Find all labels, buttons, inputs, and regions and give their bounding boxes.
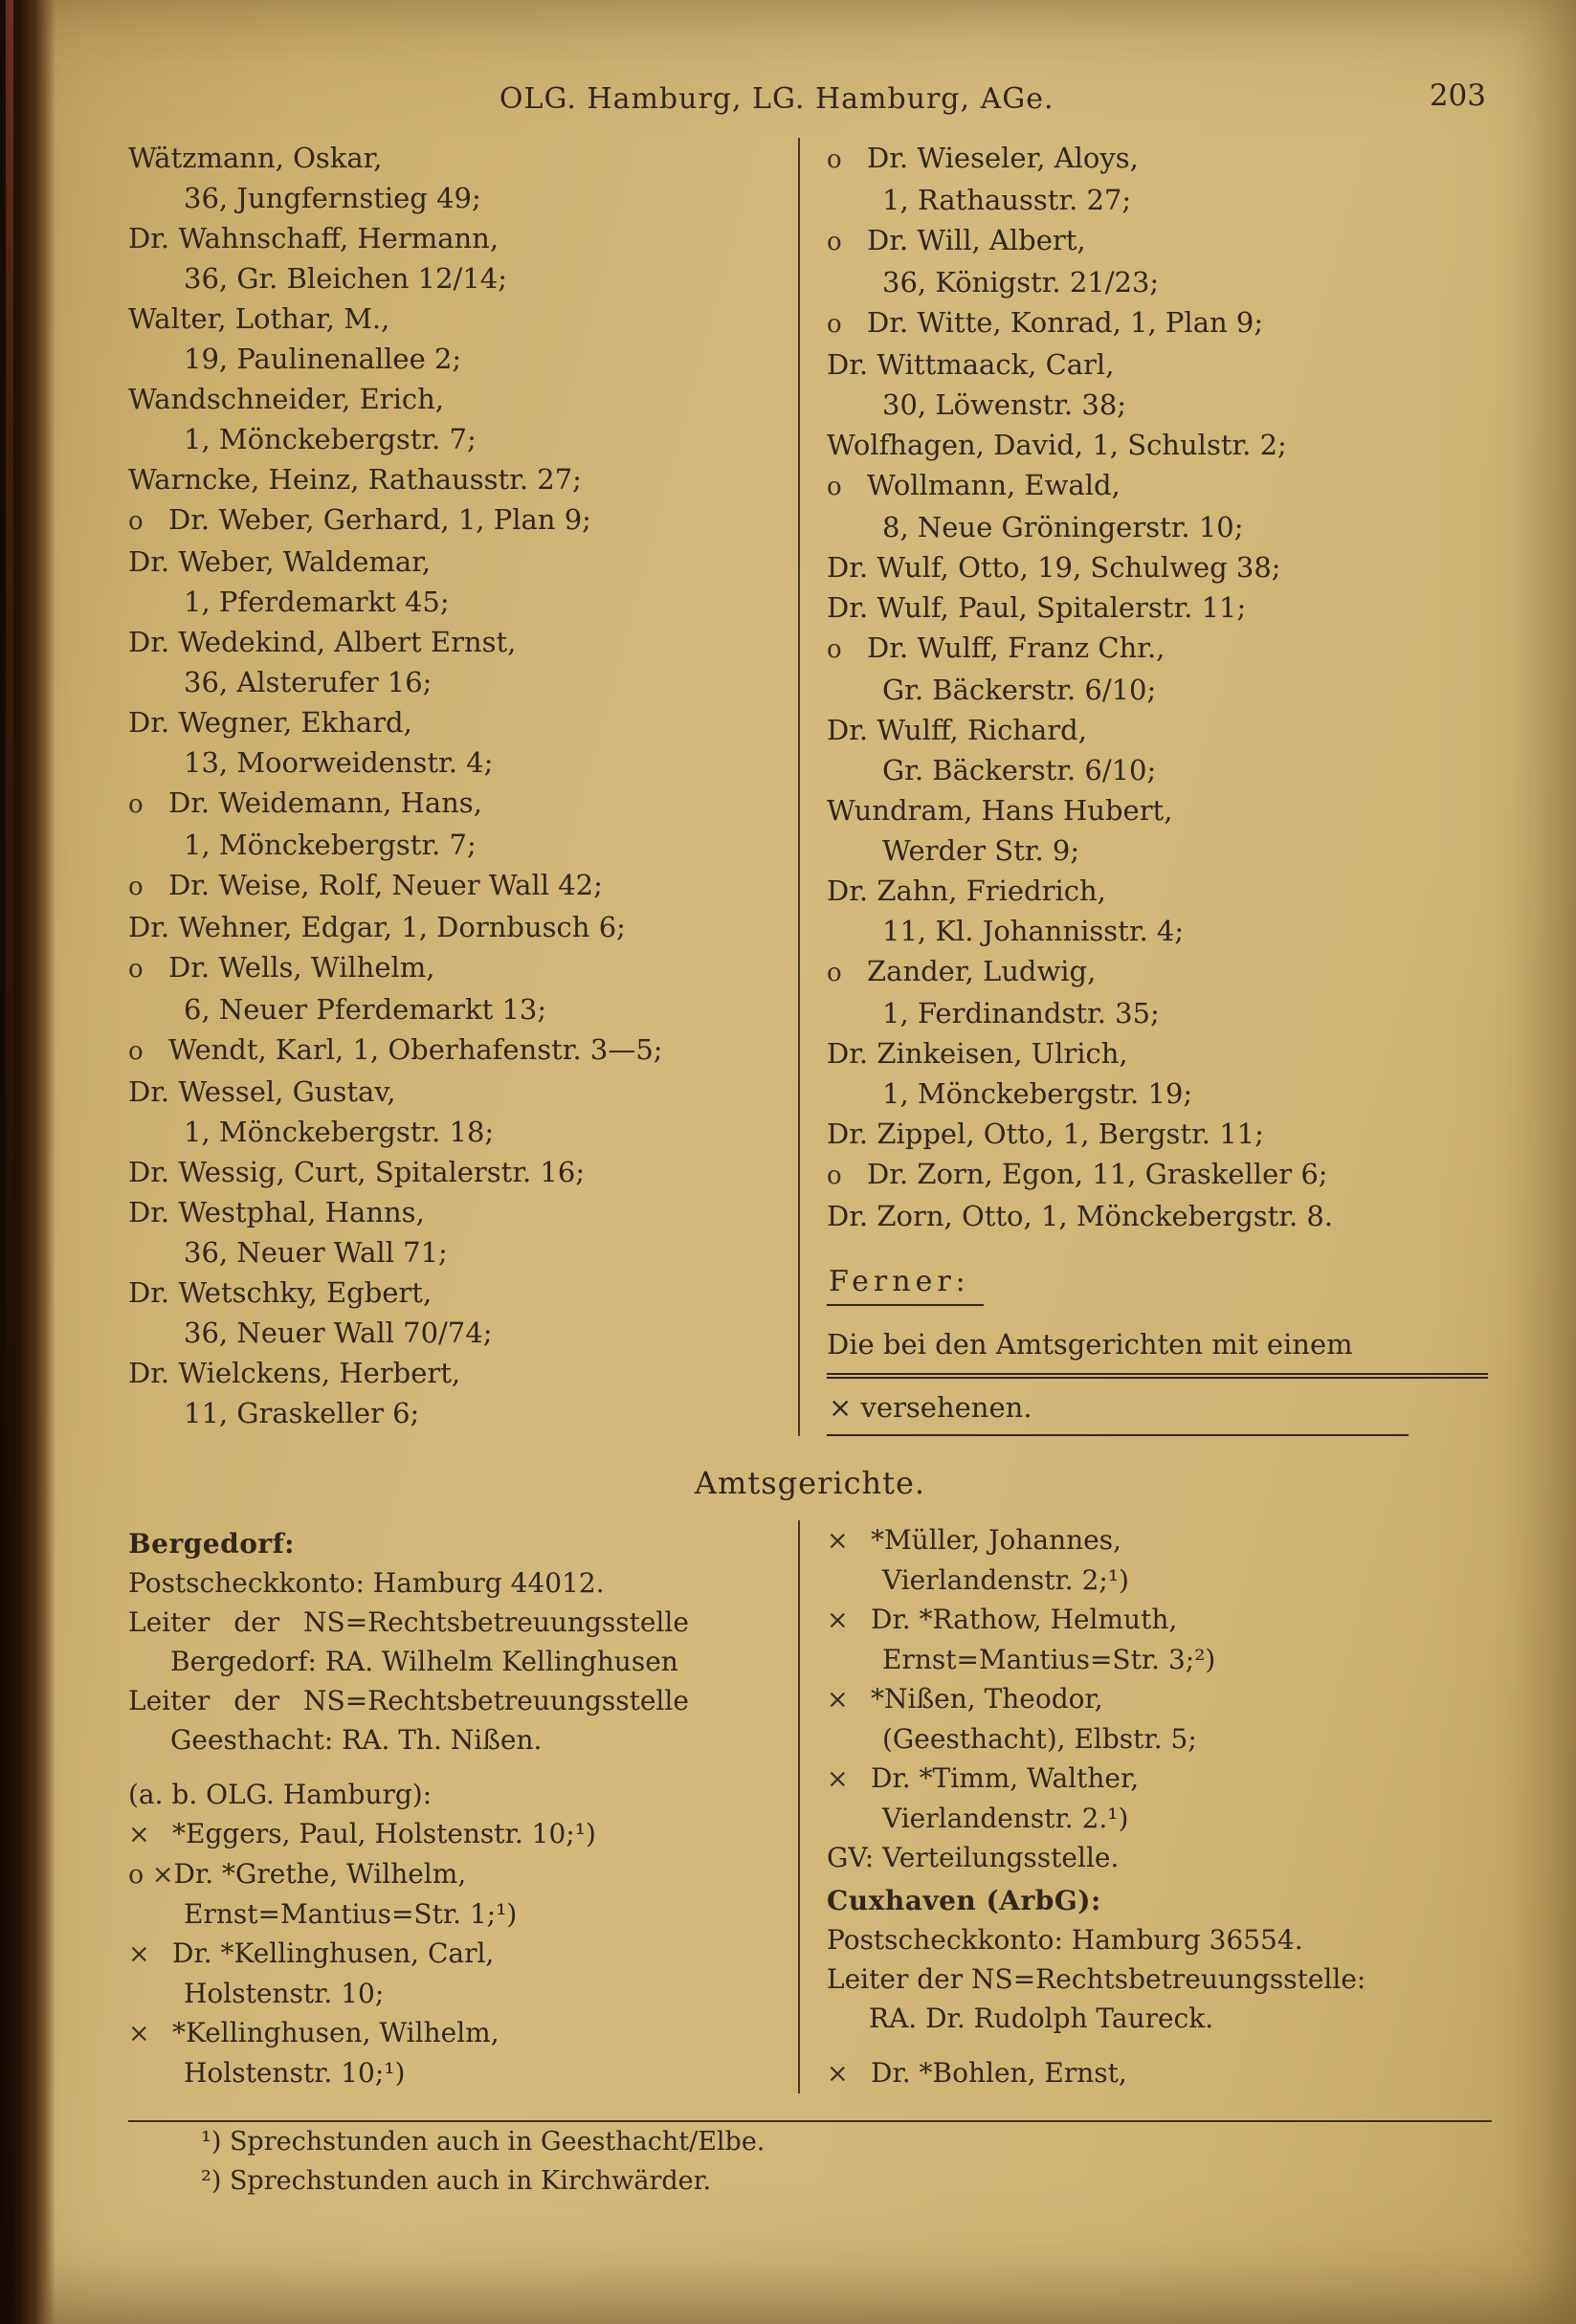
cross-marker: ×: [128, 1820, 150, 1849]
line-text: (a. b. OLG. Hamburg):: [128, 1779, 433, 1810]
directory-line: [827, 425, 1492, 465]
directory-line: [827, 951, 1492, 993]
running-header-title: OLG. Hamburg, LG. Hamburg, AGe.: [499, 82, 1054, 116]
directory-line: [827, 547, 1492, 587]
line-text: Werder Str. 9;: [882, 834, 1080, 867]
line-text: Dr. Weber, Waldemar,: [128, 545, 432, 578]
directory-line: [128, 1894, 798, 1934]
cross-marker: ×: [827, 1764, 849, 1794]
line-text: Dr. Weber, Gerhard, 1, Plan 9;: [168, 503, 591, 536]
directory-line: [827, 1759, 1492, 1799]
directory-line: [827, 1073, 1492, 1114]
directory-line: [827, 1838, 1492, 1877]
directory-line: [128, 499, 798, 542]
line-text: Dr. Zorn, Otto, 1, Mönckebergstr. 8.: [827, 1200, 1334, 1232]
circle-marker: o: [128, 955, 144, 984]
directory-line: [128, 419, 798, 459]
line-text: Dr. Wulf, Paul, Spitalerstr. 11;: [827, 591, 1247, 624]
directory-line: [128, 1192, 798, 1232]
section-title-amtsgerichte: Amtsgerichte.: [694, 1465, 926, 1501]
directory-line: [128, 907, 798, 947]
circle-marker: o: [827, 310, 842, 339]
directory-line: [827, 262, 1492, 302]
directory-line: [827, 1033, 1492, 1073]
directory-line: [827, 138, 1492, 180]
line-text: 36, Gr. Bleichen 12/14;: [184, 262, 507, 295]
footnotes-block: [128, 2120, 1492, 2201]
directory-line: [128, 1232, 798, 1273]
line-text: Dr. Wieseler, Aloys,: [867, 142, 1139, 174]
line-text: Holstenstr. 10;: [184, 1978, 385, 2009]
circle-marker: o: [128, 790, 144, 819]
line-text: 1, Mönckebergstr. 7;: [184, 829, 477, 861]
directory-line: [128, 865, 798, 907]
directory-line: [827, 1999, 1492, 2038]
directory-line: [128, 825, 798, 865]
ferner-text-line2: × versehenen.: [827, 1379, 1409, 1436]
directory-line: [128, 299, 798, 339]
line-text: 11, Graskeller 6;: [184, 1397, 420, 1429]
directory-line: [827, 1640, 1492, 1679]
line-text: Dr. Westphal, Hanns,: [128, 1196, 425, 1228]
line-text: Dr. Wetschky, Egbert,: [128, 1276, 433, 1309]
line-text: 36, Königstr. 21/23;: [882, 266, 1160, 299]
directory-line: [827, 1520, 1492, 1560]
directory-line: [128, 1934, 798, 1974]
circle-marker: o: [827, 473, 842, 501]
line-text: *Nißen, Theodor,: [871, 1683, 1103, 1715]
line-text: Dr. Wedekind, Albert Ernst,: [128, 626, 517, 658]
directory-columns: [128, 138, 1492, 1436]
directory-line: [128, 1681, 798, 1720]
cross-marker: o ×: [128, 1860, 174, 1890]
running-header: [128, 78, 1492, 126]
line-text: GV: Verteilungsstelle.: [827, 1842, 1120, 1873]
directory-line: [128, 218, 798, 258]
line-text: 6, Neuer Pferdemarkt 13;: [184, 993, 547, 1026]
directory-line: [128, 1072, 798, 1112]
directory-line: [128, 1760, 798, 1775]
directory-line: [128, 1112, 798, 1152]
directory-line: [827, 344, 1492, 385]
line-text: Dr. Witte, Konrad, 1, Plan 9;: [867, 306, 1264, 339]
line-text: Wätzmann, Oskar,: [128, 142, 383, 174]
line-text: Ernst=Mantius=Str. 3;²): [882, 1644, 1216, 1675]
line-text: Dr. Wehner, Edgar, 1, Dornbusch 6;: [128, 911, 626, 943]
line-text: Dr. *Bohlen, Ernst,: [871, 2057, 1127, 2089]
directory-line: [827, 871, 1492, 911]
circle-marker: o: [128, 873, 144, 901]
directory-line: [128, 258, 798, 299]
directory-line: [128, 339, 798, 379]
cross-marker: ×: [827, 1605, 849, 1635]
line-text: 36, Neuer Wall 70/74;: [184, 1317, 493, 1349]
directory-line: [128, 1353, 798, 1393]
directory-line: [827, 302, 1492, 344]
directory-line: [827, 507, 1492, 547]
directory-line: [827, 1154, 1492, 1196]
directory-line: [827, 911, 1492, 951]
line-text: Warncke, Heinz, Rathausstr. 27;: [128, 463, 582, 496]
line-text: Wolfhagen, David, 1, Schulstr. 2;: [827, 429, 1287, 461]
line-text: Zander, Ludwig,: [867, 955, 1097, 987]
line-text: Wollmann, Ewald,: [867, 469, 1121, 501]
circle-marker: o: [827, 145, 842, 174]
line-text: Dr. Weise, Rolf, Neuer Wall 42;: [168, 869, 603, 901]
line-text: 36, Neuer Wall 71;: [184, 1236, 448, 1269]
line-text: Dr. *Rathow, Helmuth,: [871, 1604, 1178, 1635]
line-text: Dr. *Timm, Walther,: [871, 1762, 1140, 1794]
directory-line: [827, 180, 1492, 220]
line-text: 36, Alsterufer 16;: [184, 666, 433, 698]
cross-marker: ×: [827, 1526, 849, 1556]
amtsgerichte-left-column: [128, 1520, 798, 2093]
circle-marker: o: [827, 635, 842, 664]
directory-line: [128, 1313, 798, 1353]
directory-line: [827, 587, 1492, 628]
line-text: 1, Mönckebergstr. 18;: [184, 1116, 495, 1148]
directory-line: [128, 542, 798, 582]
directory-line: [827, 993, 1492, 1033]
circle-marker: o: [128, 1037, 144, 1066]
line-text: Dr. Wulf, Otto, 19, Schulweg 38;: [827, 551, 1281, 584]
directory-line: [128, 379, 798, 419]
line-text: Leiter der NS=Rechtsbetreuungsstelle: [128, 1606, 689, 1638]
directory-line: [128, 1974, 798, 2013]
ferner-heading: Ferner:: [827, 1265, 984, 1306]
circle-marker: o: [827, 959, 842, 987]
line-text: 8, Neue Gröningerstr. 10;: [882, 511, 1244, 543]
directory-line: [128, 1775, 798, 1814]
line-text: Dr. Wittmaack, Carl,: [827, 348, 1115, 381]
line-text: Vierlandenstr. 2.¹): [882, 1803, 1129, 1834]
line-text: *Müller, Johannes,: [871, 1524, 1122, 1556]
line-text: Gr. Bäckerstr. 6/10;: [882, 754, 1157, 786]
line-text: (Geesthacht), Elbstr. 5;: [882, 1723, 1197, 1755]
directory-line: [128, 1393, 798, 1433]
amtsgerichte-right-column: [800, 1520, 1492, 2093]
directory-line: [827, 1959, 1492, 1999]
line-text: Bergedorf: RA. Wilhelm Kellinghusen: [170, 1646, 678, 1677]
directory-line: [827, 1799, 1492, 1838]
line-text: Holstenstr. 10;¹): [184, 2057, 406, 2089]
line-text: Dr. Wulff, Richard,: [827, 714, 1087, 746]
line-text: Dr. Zinkeisen, Ulrich,: [827, 1037, 1128, 1070]
directory-line: [827, 750, 1492, 790]
line-text: Dr. Wulff, Franz Chr.,: [867, 631, 1165, 664]
line-text: Leiter der NS=Rechtsbetreuungsstelle: [128, 1685, 689, 1716]
cross-marker: ×: [827, 1685, 849, 1715]
subsection-heading: [128, 1520, 798, 1563]
line-text: Wendt, Karl, 1, Oberhafenstr. 3—5;: [168, 1033, 663, 1066]
directory-line: [128, 178, 798, 218]
line-text: Dr. Wessel, Gustav,: [128, 1075, 396, 1108]
directory-line: [827, 1719, 1492, 1759]
directory-line: [128, 1563, 798, 1603]
line-text: 1, Mönckebergstr. 19;: [882, 1077, 1193, 1110]
line-text: Dr. Will, Albert,: [867, 224, 1086, 256]
directory-line: [128, 1152, 798, 1192]
line-text: 30, Löwenstr. 38;: [882, 388, 1127, 421]
directory-line: [827, 1114, 1492, 1154]
line-text: Dr. *Kellinghusen, Carl,: [172, 1937, 495, 1969]
amtsgerichte-columns: [128, 1520, 1492, 2093]
directory-line: [827, 2053, 1492, 2093]
line-text: RA. Dr. Rudolph Taureck.: [869, 2003, 1214, 2034]
cross-marker: ×: [827, 2059, 849, 2089]
directory-line: [128, 783, 798, 825]
line-text: 13, Moorweidenstr. 4;: [184, 746, 494, 779]
directory-right-column: [800, 138, 1492, 1436]
directory-line: [128, 947, 798, 989]
directory-line: [128, 1814, 798, 1854]
line-text: Dr. Wielckens, Herbert,: [128, 1357, 461, 1389]
cross-marker: ×: [128, 2019, 150, 2048]
footnote-2: ²) Sprechstunden auch in Kirchwärder.: [201, 2166, 712, 2196]
line-text: Dr. Wessig, Curt, Spitalerstr. 16;: [128, 1156, 586, 1188]
directory-line: [827, 1560, 1492, 1600]
directory-line: [827, 1920, 1492, 1959]
line-text: Vierlandenstr. 2;¹): [882, 1564, 1129, 1596]
line-text: 36, Jungfernstieg 49;: [184, 182, 481, 214]
directory-line: [128, 1854, 798, 1894]
line-text: 19, Paulinenallee 2;: [184, 343, 462, 375]
line-text: Dr. Zippel, Otto, 1, Bergstr. 11;: [827, 1118, 1264, 1150]
circle-marker: o: [827, 1162, 842, 1190]
directory-line: [827, 220, 1492, 262]
directory-line: [128, 702, 798, 742]
line-text: Ernst=Mantius=Str. 1;¹): [184, 1898, 518, 1930]
directory-line: [128, 2053, 798, 2092]
circle-marker: o: [128, 507, 144, 536]
line-text: 1, Pferdemarkt 45;: [184, 586, 450, 618]
directory-line: [827, 628, 1492, 670]
line-text: Bergedorf:: [128, 1528, 296, 1560]
line-text: *Kellinghusen, Wilhelm,: [172, 2017, 499, 2048]
directory-line: [827, 670, 1492, 710]
line-text: Postscheckkonto: Hamburg 44012.: [128, 1567, 605, 1599]
line-text: Cuxhaven (ArbG):: [827, 1885, 1101, 1916]
line-text: Postscheckkonto: Hamburg 36554.: [827, 1924, 1303, 1956]
directory-line: [128, 742, 798, 783]
circle-marker: o: [827, 228, 842, 256]
directory-line: [827, 830, 1492, 871]
line-text: Dr. Wells, Wilhelm,: [168, 951, 435, 984]
footnote-1: ¹) Sprechstunden auch in Geesthacht/Elbe.: [201, 2127, 766, 2157]
directory-line: [128, 1642, 798, 1681]
ferner-note: [827, 1265, 1492, 1436]
directory-line: [827, 1679, 1492, 1719]
ferner-text-line1: Die bei den Amtsgerichten mit einem: [827, 1325, 1488, 1379]
directory-line: [827, 1600, 1492, 1640]
line-text: Dr. Zorn, Egon, 11, Graskeller 6;: [867, 1158, 1328, 1190]
directory-line: [128, 989, 798, 1029]
directory-line: [128, 662, 798, 702]
line-text: Geesthacht: RA. Th. Nißen.: [170, 1724, 543, 1756]
line-text: 1, Ferdinandstr. 35;: [882, 997, 1160, 1029]
line-text: Wandschneider, Erich,: [128, 383, 445, 415]
directory-line: [128, 2013, 798, 2053]
directory-left-column: [128, 138, 798, 1436]
line-text: 1, Rathausstr. 27;: [882, 184, 1132, 216]
directory-line: [827, 1196, 1492, 1236]
subsection-heading: [827, 1877, 1492, 1920]
directory-right-list: [827, 138, 1492, 1236]
line-text: Wundram, Hans Hubert,: [827, 794, 1173, 827]
directory-line: [827, 465, 1492, 507]
directory-line: [128, 582, 798, 622]
line-text: Dr. Wahnschaff, Hermann,: [128, 222, 499, 255]
directory-line: [128, 459, 798, 499]
directory-line: [827, 710, 1492, 750]
line-text: Dr. Zahn, Friedrich,: [827, 874, 1106, 907]
line-text: Walter, Lothar, M.,: [128, 302, 390, 335]
line-text: *Eggers, Paul, Holstenstr. 10;¹): [172, 1818, 596, 1849]
directory-line: [128, 1029, 798, 1072]
directory-line: [128, 138, 798, 178]
directory-line: [128, 1603, 798, 1642]
page-number: 203: [1429, 78, 1486, 113]
directory-line: [827, 790, 1492, 830]
line-text: Dr. Weidemann, Hans,: [168, 786, 482, 819]
directory-line: [827, 385, 1492, 425]
directory-line: [128, 622, 798, 662]
cross-marker: ×: [128, 1939, 150, 1969]
line-text: 1, Mönckebergstr. 7;: [184, 423, 477, 455]
directory-line: [128, 1273, 798, 1313]
line-text: Leiter der NS=Rechtsbetreuungsstelle:: [827, 1963, 1366, 1995]
line-text: 11, Kl. Johannisstr. 4;: [882, 915, 1185, 947]
line-text: Dr. *Grethe, Wilhelm,: [173, 1858, 467, 1890]
line-text: Dr. Wegner, Ekhard,: [128, 706, 412, 739]
directory-line: [128, 1720, 798, 1760]
line-text: Gr. Bäckerstr. 6/10;: [882, 674, 1157, 706]
directory-line: [827, 2038, 1492, 2053]
